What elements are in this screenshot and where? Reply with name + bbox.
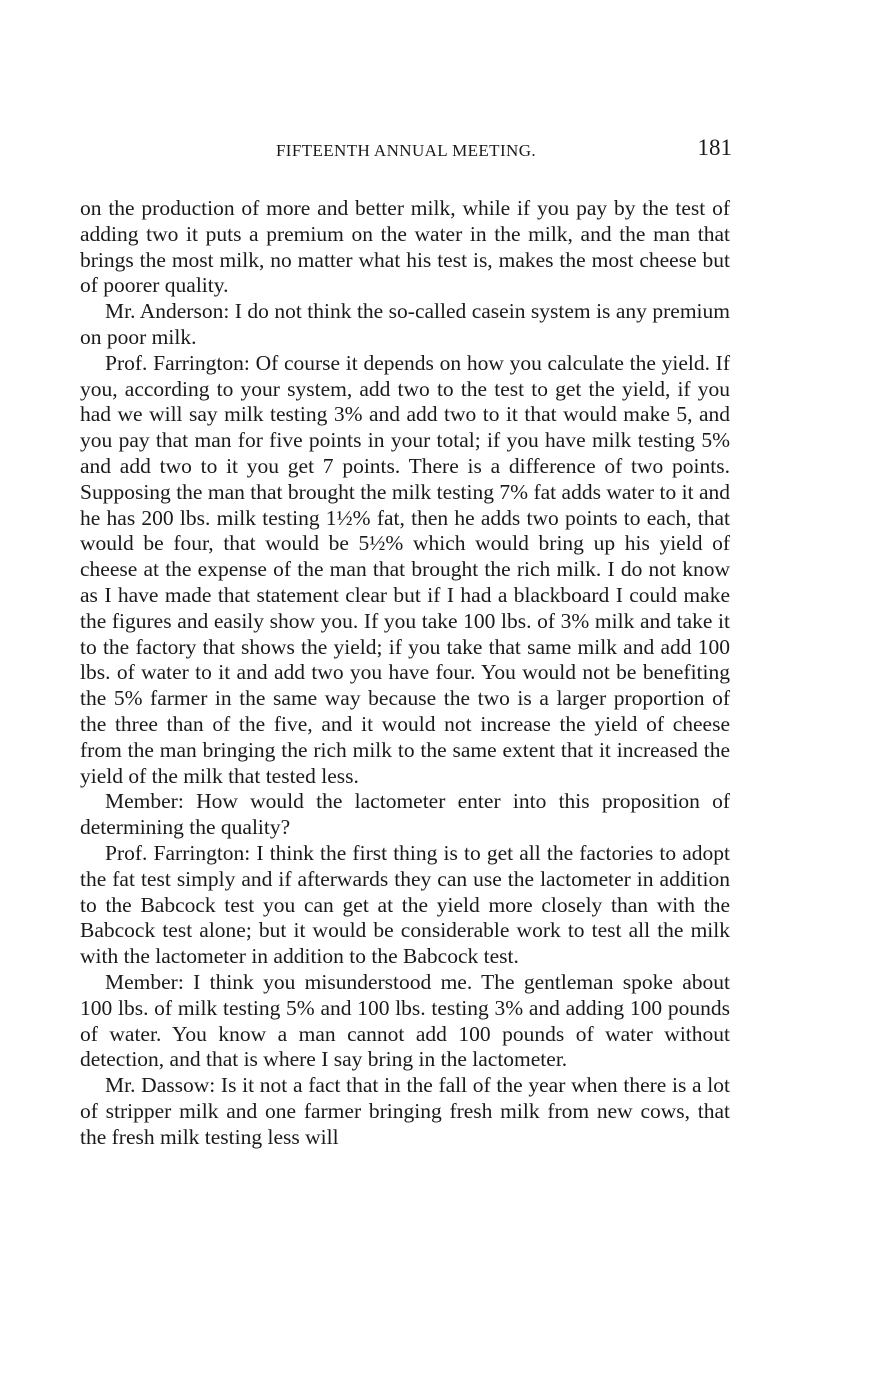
paragraph-text: I think the first thing is to get all the factories to adopt the fat test simply and if afterwards they can use the lactometer in addition to the Babcock test you can get at the yield more closely than with the Babcock test alone; but it would be considerable work to test all the milk with the lactometer in addition to the Babcock test. bbox=[80, 840, 731, 969]
paragraph bbox=[80, 789, 730, 841]
speaker-label: Prof. Farrington: bbox=[105, 840, 251, 865]
page-number: 181 bbox=[697, 135, 732, 160]
speaker-label: Mr. Dassow: bbox=[105, 1073, 216, 1098]
paragraph bbox=[80, 196, 730, 299]
paragraph bbox=[80, 1073, 730, 1150]
body-text bbox=[80, 196, 730, 1150]
speaker-label: Prof. Farrington: bbox=[105, 350, 250, 375]
paragraph-text: Is it not a fact that in the fall of the year when there is a lot of stripper milk and one farmer bringing fresh milk from new cows, that the fresh milk testing less will bbox=[80, 1073, 730, 1149]
speaker-label: Mr. Anderson: bbox=[105, 299, 230, 324]
paragraph bbox=[80, 970, 730, 1073]
paragraph bbox=[80, 841, 730, 970]
speaker-label: Member: bbox=[105, 789, 184, 814]
paragraph-text: How would the lactometer enter into this proposition of determining the quality? bbox=[80, 789, 730, 840]
paragraph-text: I think you misunderstood me. The gentleman spoke about 100 lbs. of milk testing 5% and 100 lbs. testing 3% and adding 100 pounds of water. You know a man cannot add 100 pounds of water without detection, and that is where I say bring in the lactometer. bbox=[80, 969, 730, 1072]
paragraph-text: on the production of more and better milk, while if you pay by the test of adding two it puts a premium on the water in the milk, and the man that brings the most milk, no matter what his test is, makes the most cheese but of poorer quality. bbox=[80, 196, 730, 298]
running-head bbox=[80, 135, 732, 167]
paragraph bbox=[80, 351, 730, 790]
speaker-label: Member: bbox=[105, 969, 184, 994]
paragraph-text: Of course it depends on how you calculate the yield. If you, according to your system, add two to the test to get the yield, if you had we will say milk testing 3% and add two to it that would make 5, and you pay that man for five points in your total; if you have milk testing 5% and add two to it you get 7 points. There is a difference of two points. Supposing the man that brought the milk testing 7% fat adds water to it and he has 200 lbs. milk testing 1½% fat, then he adds two points to each, that would be four, that would be 5½% which would bring up his yield of cheese at the expense of the man that brought the rich milk. I do not know as I have made that statement clear but if I had a blackboard I could make the figures and easily show you. If you take 100 lbs. of 3% milk and take it to the factory that shows the yield; if you take that same milk and add 100 lbs. of water to it and add two you have four. You would not be benefiting the 5% farmer in the same way because the two is a larger proportion of the three than of the five, and it would not increase the yield of cheese from the man bringing the rich milk to the same extent that it increased the yield of the milk that tested less. bbox=[80, 350, 730, 788]
paragraph-text: I do not think the so-called casein system is any premium on poor milk. bbox=[80, 299, 730, 349]
paragraph bbox=[80, 299, 730, 351]
running-head-title: FIFTEENTH ANNUAL MEETING. bbox=[275, 141, 537, 160]
